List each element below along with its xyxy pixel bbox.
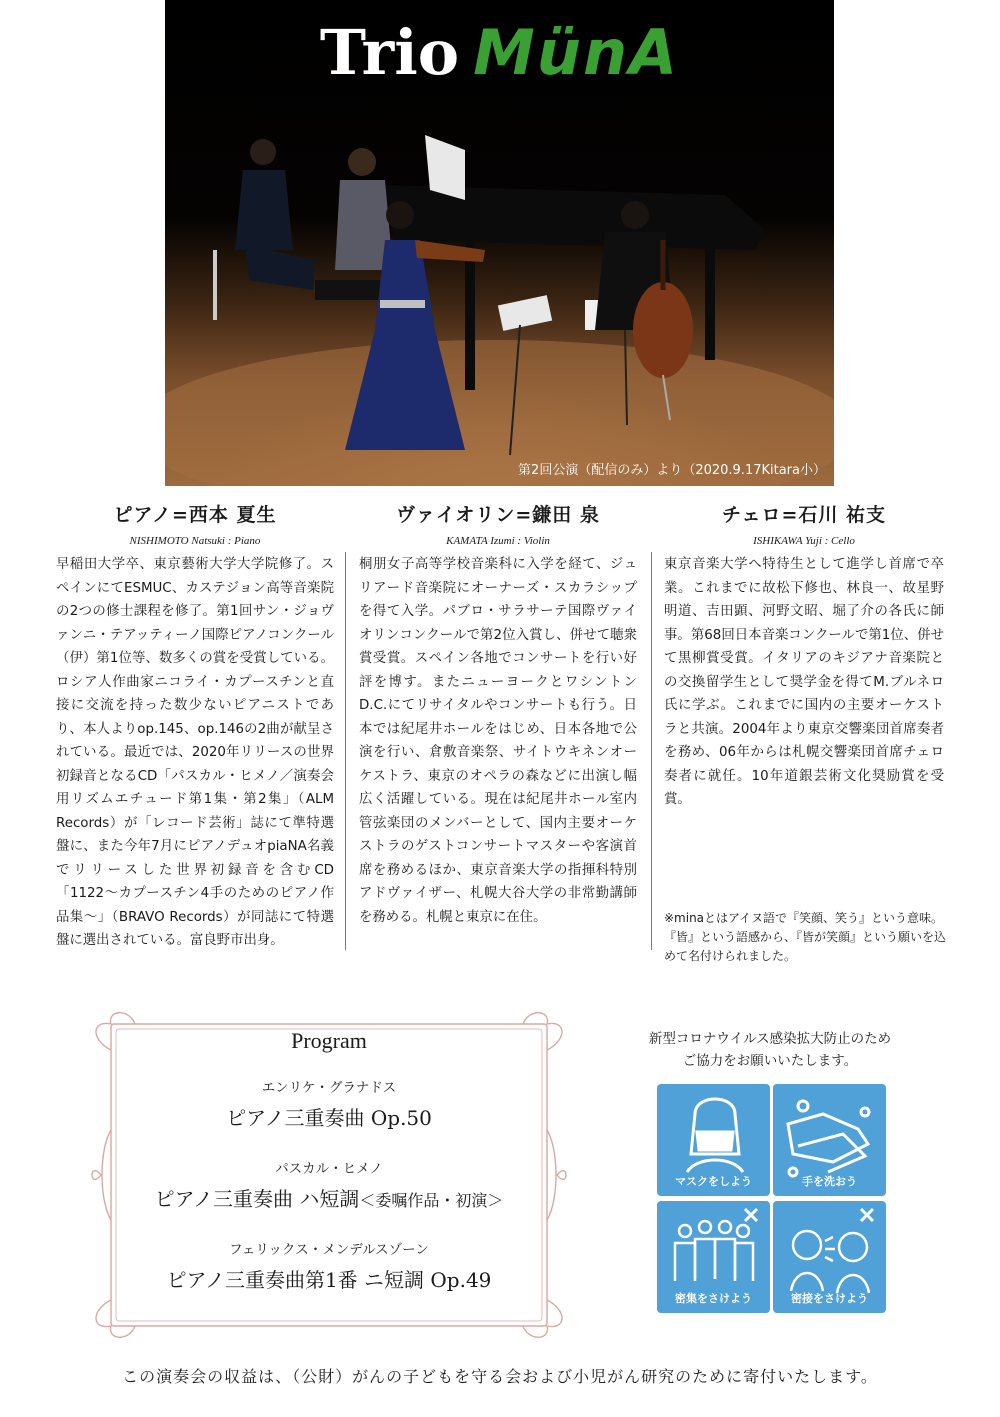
performer-cello [664,500,944,812]
column-divider [651,552,652,950]
covid-notice-line1: 新型コロナウイルス感染拡大防止のため [648,1031,892,1047]
performer-name: ピアノ=西本 夏生 [113,504,277,526]
performer-violin [359,500,637,929]
photo-caption: 第2回公演（配信のみ）より（2020.9.17Kitara小） [518,463,826,478]
column-divider [345,552,346,950]
tile-label: 手を洗おう [802,1175,857,1188]
logo-trio-text: Trio [319,16,460,89]
performer-bio: 桐朋女子高等学校音楽科に入学を経て、ジュリアード音楽院にオーナーズ・スカラシップを得て入学。パブロ・サラサーテ国際ヴァイオリンコンクールで第2位入賞し、併せて聴衆賞受賞。スペイン各地でコンサートを行い好評を博す。またニューヨークとワシントンD.C.にてリサイタルやコンサートも行う。日本では紀尾井ホールをはじめ、日本各地で公演を行い、倉敷音楽祭、サイトウキネンオーケストラ、東京のオペラの森などに出演し幅広く活躍している。現在は紀尾井ホール室内管弦楽団のメンバーとして、国内主要オーケストラのゲストコンサートマスターや客演首席を務めるほか、東京音楽大学の指揮科特別アドヴァイザー、札幌大谷大学の非常勤講師を務める。札幌と東京に在住。 [359,557,637,925]
program-composer: パスカル・ヒメノ [275,1161,383,1177]
performer-roman-name: KAMATA Izumi : Violin [446,535,550,547]
program-work-title: ピアノ三重奏曲 ハ短調 [154,1187,360,1211]
program-work [89,1183,569,1212]
tile-label: マスクをしよう [675,1175,752,1188]
tile-handwash [773,1084,886,1196]
tile-avoid-close-contact [773,1201,886,1313]
program-work-title: ピアノ三重奏曲第1番 ニ短調 Op.49 [166,1268,492,1292]
performer-name: チェロ=石川 祐支 [722,504,886,526]
tile-label: 密接をさけよう [791,1292,868,1305]
performer-bio: 早稲田大学卒、東京藝術大学大学院修了。スペインにてESMUC、カステジョン高等音楽院の2つの修士課程を修了。第1回サン・ジョヴァンニ・テアッティーノ国際ピアノコンクール（伊）第1位等、数多くの賞を受賞している。ロシア人作曲家ニコライ・カプースチンと直接に交流を持った数少ないピアニストであり、本人よりop.145、op.146の2曲が献呈されている。最近では、2020年リリースの世界初録音となるCD「パスカル・ヒメノ／演奏会用リズムエチュード第1集・第2集」（ALM Records）が「レコード芸術」誌にて準特選盤に、また今年7月にピアノデュオpiaNA名義でリリースした世界初録音を含むCD「1122〜カプースチン4手のためのピアノ作品集〜」（BRAVO Records）が同誌にて特選盤に選出されている。富良野市出身。 [56,557,334,948]
program-box [89,1010,569,1340]
program-composer: エンリケ・グラナドス [261,1080,397,1096]
program-work-title: ピアノ三重奏曲 Op.50 [226,1106,432,1130]
tile-avoid-crowds [657,1201,770,1313]
program-work [89,1264,569,1293]
performer-bio: 東京音楽大学へ特待生として進学し首席で卒業。これまでに故松下修也、林良一、故星野明道、吉田顕、河野文昭、堀了介の各氏に師事。第68回日本音楽コンクールで第1位、併せて黒柳賞受賞。イタリアのキジアナ音楽院との交換留学生として奨学金を得てM.ブルネロ氏に学ぶ。これまでに国内の主要オーケストラと共演。2004年より東京交響楽団首席奏者を務め、06年からは札幌交響楽団首席チェロ奏者に就任。10年道銀芸術文化奨励賞を受賞。 [664,557,944,807]
donation-footer: この演奏会の収益は、（公財）がんの子どもを守る会および小児がん研究のために寄付いたします。 [122,1367,878,1386]
program-work-note: ＜委嘱作品・初演＞ [359,1191,504,1210]
performer-roman-name: NISHIMOTO Natsuki : Piano [129,535,261,547]
program-composer: フェリックス・メンデルスゾーン [229,1242,429,1258]
logo-muna-text: MünA [473,16,680,89]
program-work [89,1102,569,1131]
performer-name: ヴァイオリン=鎌田 泉 [396,504,600,526]
program-title: Program [291,1028,367,1053]
covid-notice [610,1028,930,1072]
performer-piano [56,500,334,953]
covid-notice-line2: ご協力をお願いいたします。 [682,1053,858,1069]
concert-photo [165,0,834,486]
tile-label: 密集をさけよう [675,1292,752,1305]
mina-meaning-note: ※minaとはアイヌ語で『笑顔、笑う』という意味。『皆』という語感から、『皆が笑顔』という願いを込めて名付けられました。 [664,911,947,963]
trio-muna-logo [165,18,834,88]
performer-roman-name: ISHIKAWA Yuji : Cello [753,535,855,547]
tile-mask [657,1084,770,1196]
